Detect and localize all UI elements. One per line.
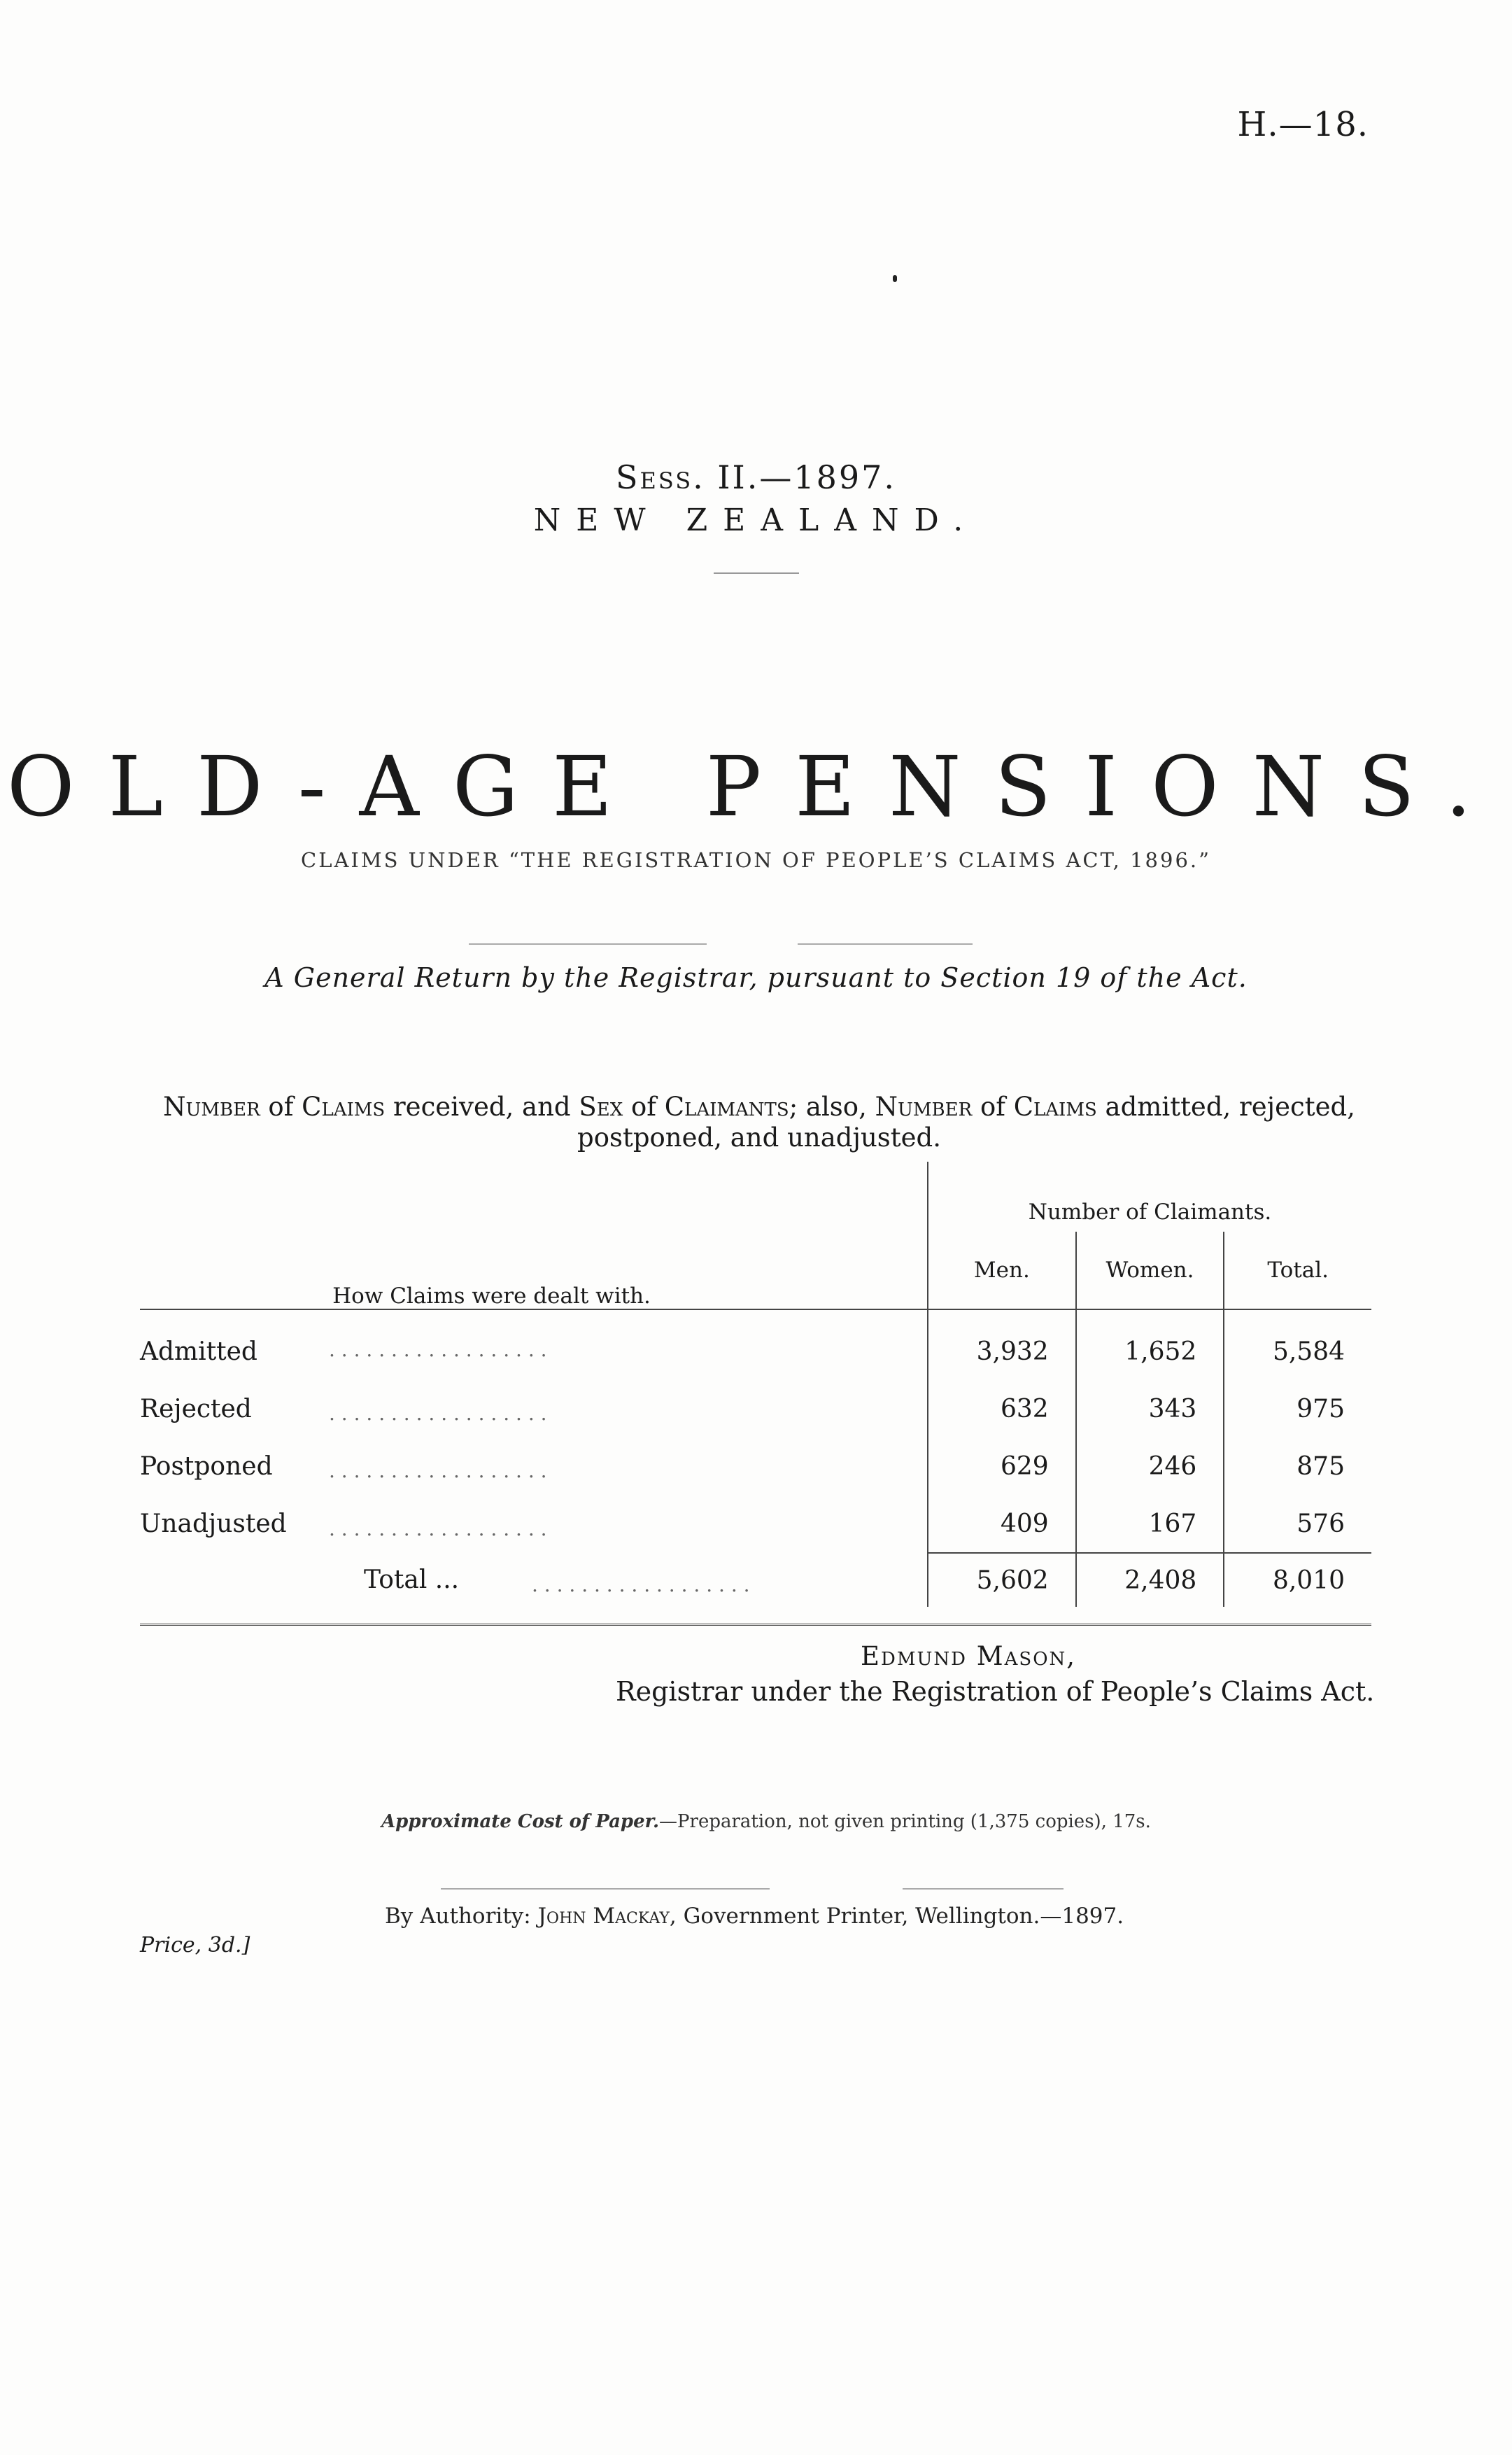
grand-total: 8,010 [1224,1553,1371,1607]
intro-word: Claims [302,1092,386,1122]
price-note: Price, 3d.] [140,1933,250,1957]
general-return-line: A General Return by the Registrar, pursuant to Section 19 of the Act. [264,962,1248,993]
table-intro [143,1092,1375,1153]
col-men: Men. [928,1232,1076,1309]
row-label: Postponed [140,1451,273,1481]
intro-word: Claims [1013,1092,1097,1122]
total-count: 875 [1224,1437,1371,1495]
session-line: Sess. II.—1897. [615,458,897,496]
table-row [140,1495,1371,1553]
intro-word: ; also, [789,1092,867,1122]
women-count: 167 [1076,1495,1224,1553]
intro-word: Number [163,1092,260,1122]
col-how-dealt: How Claims were dealt with. [332,1283,651,1309]
dot-leader: . . . . . . . . . . . . . . . . . . [329,1459,547,1483]
dot-leader: . . . . . . . . . . . . . . . . . . [329,1338,547,1362]
women-count: 1,652 [1076,1309,1224,1380]
intro-word: Sex [579,1092,623,1122]
authority-lead: By Authority: [385,1904,531,1929]
men-total: 5,602 [928,1553,1076,1607]
totals-label: Total ... [364,1566,460,1594]
imprint-rule-2 [903,1888,1064,1890]
dot-leader: . . . . . . . . . . . . . . . . . . [329,1517,547,1540]
col-total: Total. [1224,1232,1371,1309]
table-row [140,1437,1371,1495]
total-count: 576 [1224,1495,1371,1553]
dot-leader: . . . . . . . . . . . . . . . . . . [532,1573,750,1596]
men-count: 632 [928,1380,1076,1437]
total-count: 5,584 [1224,1309,1371,1380]
country-line: NEW ZEALAND. [533,502,979,538]
dot-leader: . . . . . . . . . . . . . . . . . . [329,1402,547,1426]
intro-word: Number [875,1092,973,1122]
cost-text: —Preparation, not given printing (1,375 copies), 17s. [659,1811,1151,1832]
total-count: 975 [1224,1380,1371,1437]
women-count: 343 [1076,1380,1224,1437]
intro-word: of [980,1092,1005,1122]
printer-rest: Government Printer, Wellington.—1897. [683,1904,1124,1929]
signatory-name: Edmund Mason, [861,1641,1077,1671]
men-count: 629 [928,1437,1076,1495]
subtitle-rule [469,943,707,945]
document-reference: H.—18. [1237,105,1369,144]
table-row [140,1309,1371,1380]
men-count: 409 [928,1495,1076,1553]
intro-word: of [631,1092,656,1122]
table-row [140,1380,1371,1437]
subtitle-rule-2 [798,943,973,945]
men-count: 3,932 [928,1309,1076,1380]
signatory-title: Registrar under the Registration of People’s Claims Act. [616,1676,1375,1707]
header-rule [714,572,799,574]
women-total: 2,408 [1076,1553,1224,1607]
table-bottom-rule [140,1624,1371,1626]
col-women: Women. [1076,1232,1224,1309]
women-count: 246 [1076,1437,1224,1495]
col-group-claimants: Number of Claimants. [928,1162,1371,1232]
intro-word: of [268,1092,294,1122]
page-subtitle: CLAIMS UNDER “THE REGISTRATION OF PEOPLE’S CLAIMS ACT, 1896.” [301,848,1211,872]
row-label: Unadjusted [140,1510,287,1538]
print-speck [893,275,897,282]
row-label: Admitted [140,1337,257,1366]
imprint-rule [441,1888,770,1890]
claims-table [140,1162,1371,1607]
totals-row [140,1553,1371,1607]
cost-label: Approximate Cost of Paper. [381,1811,660,1832]
cost-note [381,1811,1151,1832]
row-label: Rejected [140,1394,252,1423]
printer-name: John Mackay, [537,1904,677,1929]
printer-imprint [385,1904,1124,1929]
intro-word: received, and [393,1092,571,1122]
page-title: OLD-AGE PENSIONS. [6,738,1506,835]
intro-word: Claimants [664,1092,789,1122]
intro-word: admitted, rejected, postponed, and unadjusted. [577,1092,1355,1153]
